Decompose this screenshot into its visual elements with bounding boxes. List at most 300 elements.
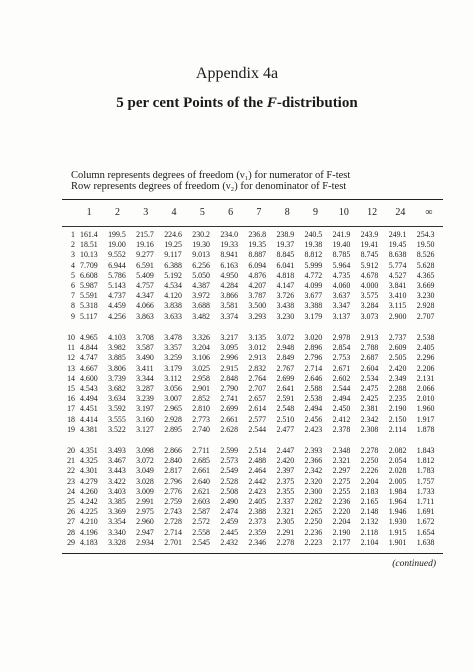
table-cell: 1.757 [416, 476, 435, 486]
table-cell: 2.603 [192, 497, 211, 507]
table-cell: 2.764 [248, 373, 267, 383]
table-cell: 2.447 [276, 446, 295, 455]
table-cell: 1.711 [416, 497, 435, 507]
table-cell: 2.150 [388, 414, 407, 424]
continued-label: (continued) [392, 559, 436, 569]
column-header: ∞ [425, 206, 433, 218]
table-cell: 4.747 [80, 353, 98, 363]
table-cell: 4.207 [248, 281, 267, 291]
table-row [62, 477, 443, 487]
table-cell: 4.060 [332, 281, 351, 291]
table-cell: 2.342 [360, 414, 379, 424]
row-label: 22 [67, 466, 75, 476]
table-cell: 2.588 [304, 384, 323, 394]
table-cell: 2.707 [416, 311, 435, 321]
table-cell: 2.548 [276, 404, 295, 414]
table-cell: 19.35 [248, 240, 267, 250]
table-cell: 2.494 [332, 394, 351, 404]
table-cell: 3.284 [360, 301, 379, 311]
table-cell: 243.9 [360, 230, 379, 239]
table-cell: 3.049 [136, 466, 154, 476]
table-cell: 249.1 [388, 230, 407, 239]
table-cell: 4.527 [388, 270, 407, 280]
table-cell: 3.863 [136, 311, 154, 321]
table-cell: 1.930 [388, 517, 407, 527]
table-row [62, 343, 443, 353]
table-cell: 1.654 [416, 527, 435, 537]
table-cell: 3.838 [164, 301, 182, 311]
table-cell: 3.669 [416, 281, 435, 291]
table-cell: 2.131 [416, 373, 435, 383]
table-cell: 3.388 [304, 301, 323, 311]
table-cell: 2.393 [304, 446, 323, 455]
table-cell: 2.381 [360, 404, 379, 414]
table-cell: 2.913 [360, 333, 379, 342]
table-cell: 2.978 [332, 333, 351, 342]
table-cell: 2.840 [164, 456, 182, 466]
table-cell: 2.412 [332, 414, 351, 424]
table-row [62, 528, 443, 538]
table-cell: 4.347 [136, 291, 154, 301]
table-cell: 2.010 [416, 394, 435, 404]
row-label: 14 [67, 373, 75, 383]
row-label: 17 [67, 404, 75, 414]
table-cell: 5.192 [164, 270, 182, 280]
table-cell: 5.774 [388, 260, 407, 270]
table-cell: 2.743 [164, 507, 182, 517]
table-cell: 3.467 [108, 456, 126, 466]
table-cell: 3.443 [108, 466, 126, 476]
table-cell: 2.190 [332, 527, 351, 537]
table-cell: 2.699 [276, 373, 295, 383]
table-cell: 3.555 [108, 414, 126, 424]
table-cell: 2.220 [332, 507, 351, 517]
table-cell: 3.633 [164, 311, 182, 321]
table-cell: 2.420 [388, 363, 407, 373]
table-cell: 3.259 [164, 353, 182, 363]
table-cell: 9.117 [164, 250, 182, 260]
table-cell: 2.494 [304, 404, 323, 414]
table-cell: 3.179 [304, 311, 323, 321]
table-cell: 4.757 [136, 281, 154, 291]
row-label: 10 [67, 333, 75, 342]
table-cell: 2.148 [360, 507, 379, 517]
table-cell: 4.876 [248, 270, 267, 280]
table-cell: 1.783 [416, 466, 435, 476]
table-cell: 3.179 [164, 363, 182, 373]
column-note: Column represents degrees of freedom (ν₁) for numerator of F-test [71, 170, 351, 181]
table-cell: 8.526 [416, 250, 435, 260]
table-top-rule [62, 199, 443, 200]
table-cell: 2.646 [304, 373, 323, 383]
table-cell: 4.066 [136, 301, 154, 311]
table-cell: 6.094 [248, 260, 267, 270]
table-cell: 4.381 [80, 424, 98, 434]
table-cell: 2.321 [276, 507, 295, 517]
table-row [62, 312, 443, 322]
column-header: 3 [143, 206, 149, 218]
row-label: 21 [67, 456, 75, 466]
table-row [62, 425, 443, 435]
table-cell: 3.410 [388, 291, 407, 301]
table-cell: 6.256 [192, 260, 211, 270]
table-cell: 215.7 [136, 230, 154, 239]
table-cell: 4.183 [80, 537, 98, 547]
table-cell: 3.230 [416, 291, 435, 301]
table-cell: 2.577 [248, 414, 267, 424]
table-row [62, 301, 443, 311]
table-cell: 3.340 [108, 527, 126, 537]
table-cell: 2.767 [276, 363, 295, 373]
table-cell: 2.204 [360, 476, 379, 486]
table-cell: 4.351 [80, 446, 98, 455]
table-cell: 2.657 [248, 394, 267, 404]
table-cell: 3.204 [192, 343, 211, 353]
table-cell: 2.226 [360, 466, 379, 476]
table-cell: 3.072 [136, 456, 154, 466]
table-cell: 2.661 [220, 414, 239, 424]
table-cell: 2.405 [416, 343, 435, 353]
table-cell: 2.488 [248, 456, 267, 466]
table-cell: 2.236 [304, 527, 323, 537]
table-cell: 3.374 [220, 311, 239, 321]
table-cell: 3.326 [192, 333, 211, 342]
table-cell: 2.190 [388, 404, 407, 414]
table-cell: 2.275 [332, 476, 351, 486]
table-cell: 2.958 [192, 373, 211, 383]
table-cell: 2.291 [276, 527, 295, 537]
table-cell: 2.699 [220, 404, 239, 414]
table-cell: 3.056 [164, 384, 182, 394]
table-row [62, 384, 443, 394]
table-cell: 2.640 [192, 476, 211, 486]
table-cell: 3.972 [192, 291, 211, 301]
table-cell: 2.348 [332, 446, 351, 455]
table-row [62, 291, 443, 301]
table-cell: 2.852 [192, 394, 211, 404]
table-cell: 2.741 [220, 394, 239, 404]
table-cell: 4.196 [80, 527, 98, 537]
row-label: 28 [67, 527, 75, 537]
table-cell: 1.901 [388, 537, 407, 547]
table-row [62, 250, 443, 260]
table-cell: 5.987 [80, 281, 98, 291]
table-cell: 2.405 [248, 497, 267, 507]
column-header: 7 [256, 206, 262, 218]
table-cell: 3.112 [164, 373, 182, 383]
table-cell: 4.325 [80, 456, 98, 466]
table-cell: 2.602 [332, 373, 351, 383]
table-cell: 2.165 [360, 497, 379, 507]
table-cell: 3.634 [108, 394, 126, 404]
table-cell: 2.297 [332, 466, 351, 476]
table-cell: 2.737 [388, 333, 407, 342]
table-cell: 4.099 [304, 281, 323, 291]
table-cell: 4.818 [276, 270, 295, 280]
row-label: 20 [67, 446, 75, 455]
table-cell: 19.30 [192, 240, 211, 250]
table-cell: 2.255 [332, 486, 351, 496]
table-cell: 241.9 [332, 230, 351, 239]
table-cell: 2.849 [276, 353, 295, 363]
table-cell: 3.287 [136, 384, 154, 394]
table-cell: 2.278 [276, 537, 295, 547]
table-cell: 4.387 [192, 281, 211, 291]
table-cell: 2.349 [388, 373, 407, 383]
table-cell: 1.946 [388, 507, 407, 517]
table-cell: 1.691 [416, 507, 435, 517]
table-cell: 3.522 [108, 424, 126, 434]
table-cell: 2.320 [304, 476, 323, 486]
table-row [62, 446, 443, 456]
table-cell: 2.456 [304, 414, 323, 424]
table-cell: 2.514 [248, 446, 267, 455]
row-label: 6 [71, 281, 75, 291]
subtitle-variable: F [266, 95, 277, 111]
table-cell: 3.354 [108, 517, 126, 527]
table-cell: 1.878 [416, 424, 435, 434]
row-label: 5 [71, 270, 75, 280]
table-row [62, 456, 443, 466]
table-cell: 2.796 [164, 476, 182, 486]
table-cell: 3.160 [136, 414, 154, 424]
table-cell: 254.3 [416, 230, 435, 239]
table-cell: 4.120 [164, 291, 182, 301]
table-cell: 3.581 [220, 301, 239, 311]
table-cell: 2.996 [220, 353, 239, 363]
table-cell: 6.388 [164, 260, 182, 270]
table-cell: 4.301 [80, 466, 98, 476]
table-cell: 4.534 [164, 281, 182, 291]
table-cell: 19.38 [304, 240, 323, 250]
table-row [62, 281, 443, 291]
table-cell: 3.708 [136, 333, 154, 342]
table-cell: 2.604 [360, 363, 379, 373]
table-cell: 3.885 [108, 353, 126, 363]
table-cell: 2.991 [136, 497, 154, 507]
row-label: 3 [71, 250, 75, 260]
table-row [62, 497, 443, 507]
table-cell: 3.592 [108, 404, 126, 414]
table-cell: 2.300 [304, 486, 323, 496]
table-cell: 2.609 [388, 343, 407, 353]
table-cell: 4.965 [80, 333, 98, 342]
table-cell: 3.098 [136, 446, 154, 455]
table-cell: 1.984 [388, 486, 407, 496]
table-cell: 4.000 [360, 281, 379, 291]
table-row [62, 517, 443, 527]
table-cell: 1.843 [416, 446, 435, 455]
table-cell: 2.397 [276, 466, 295, 476]
table-cell: 3.403 [108, 486, 126, 496]
table-cell: 4.225 [80, 507, 98, 517]
table-cell: 1.672 [416, 517, 435, 527]
table-cell: 199.5 [108, 230, 126, 239]
table-block-1 [62, 230, 443, 322]
table-cell: 5.628 [416, 260, 435, 270]
table-cell: 6.041 [276, 260, 295, 270]
table-block-3 [62, 446, 443, 548]
table-cell: 3.025 [192, 363, 211, 373]
table-cell: 5.591 [80, 291, 98, 301]
table-cell: 2.054 [388, 456, 407, 466]
table-row [62, 415, 443, 425]
table-cell: 3.028 [136, 476, 154, 486]
table-cell: 2.948 [276, 343, 295, 353]
table-cell: 2.759 [164, 497, 182, 507]
table-cell: 2.591 [276, 394, 295, 404]
table-cell: 4.735 [332, 270, 351, 280]
table-cell: 2.687 [360, 353, 379, 363]
table-cell: 2.183 [360, 486, 379, 496]
table-cell: 2.442 [248, 476, 267, 486]
row-label: 2 [71, 240, 75, 250]
table-cell: 2.701 [164, 537, 182, 547]
table-cell: 2.960 [136, 517, 154, 527]
table-cell: 2.965 [164, 404, 182, 414]
table-cell: 3.726 [276, 291, 295, 301]
row-label: 16 [67, 394, 75, 404]
table-cell: 4.451 [80, 404, 98, 414]
table-cell: 19.25 [164, 240, 182, 250]
table-cell: 4.279 [80, 476, 98, 486]
table-cell: 4.844 [80, 343, 98, 353]
table-cell: 240.5 [304, 230, 323, 239]
table-cell: 2.776 [164, 486, 182, 496]
table-cell: 3.637 [332, 291, 351, 301]
table-cell: 3.688 [192, 301, 211, 311]
table-cell: 4.667 [80, 363, 98, 373]
row-label: 24 [67, 486, 75, 496]
table-row [62, 507, 443, 517]
table-cell: 2.288 [388, 384, 407, 394]
table-cell: 5.409 [136, 270, 154, 280]
table-cell: 2.296 [416, 353, 435, 363]
table-bottom-rule [62, 553, 443, 554]
table-cell: 2.388 [248, 507, 267, 517]
table-cell: 2.685 [192, 456, 211, 466]
table-cell: 3.197 [136, 404, 154, 414]
table-cell: 2.528 [220, 476, 239, 486]
table-cell: 2.788 [360, 343, 379, 353]
table-cell: 2.895 [164, 424, 182, 434]
table-cell: 2.474 [220, 507, 239, 517]
table-cell: 2.714 [304, 363, 323, 373]
table-cell: 2.235 [388, 394, 407, 404]
row-label: 18 [67, 414, 75, 424]
table-cell: 1.964 [388, 497, 407, 507]
table-cell: 2.425 [360, 394, 379, 404]
table-row [62, 374, 443, 384]
table-cell: 3.127 [136, 424, 154, 434]
table-cell: 3.787 [248, 291, 267, 301]
table-cell: 2.832 [248, 363, 267, 373]
table-cell: 2.572 [192, 517, 211, 527]
table-cell: 4.210 [80, 517, 98, 527]
table-cell: 1.915 [388, 527, 407, 537]
table-cell: 2.587 [192, 507, 211, 517]
row-note: Row represents degrees of freedom (ν₂) for denominator of F-test [71, 181, 347, 192]
table-cell: 5.318 [80, 301, 98, 311]
table-cell: 4.459 [108, 301, 126, 311]
table-cell: 2.810 [192, 404, 211, 414]
table-cell: 2.901 [192, 384, 211, 394]
table-row [62, 538, 443, 548]
table-cell: 2.796 [304, 353, 323, 363]
table-cell: 2.753 [332, 353, 351, 363]
row-label: 8 [71, 301, 75, 311]
header-rule [62, 226, 443, 227]
table-cell: 9.552 [108, 250, 126, 260]
table-cell: 4.260 [80, 486, 98, 496]
table-cell: 161.4 [80, 230, 98, 239]
table-cell: 5.050 [192, 270, 211, 280]
table-cell: 2.599 [220, 446, 239, 455]
table-cell: 2.464 [248, 466, 267, 476]
table-row [62, 404, 443, 414]
table-cell: 19.33 [220, 240, 239, 250]
row-label: 9 [71, 311, 75, 321]
table-cell: 3.217 [220, 333, 239, 342]
table-cell: 2.282 [304, 497, 323, 507]
table-cell: 2.066 [416, 384, 435, 394]
table-cell: 2.714 [164, 527, 182, 537]
table-cell: 2.346 [248, 537, 267, 547]
table-cell: 2.204 [332, 517, 351, 527]
table-cell: 2.423 [304, 424, 323, 434]
table-cell: 2.740 [192, 424, 211, 434]
table-cell: 2.641 [276, 384, 295, 394]
table-cell: 3.490 [136, 353, 154, 363]
table-cell: 8.941 [220, 250, 239, 260]
subtitle-prefix: 5 per cent Points of the [116, 95, 267, 111]
table-cell: 10.13 [80, 250, 98, 260]
row-label: 11 [67, 343, 75, 353]
table-cell: 230.2 [192, 230, 211, 239]
table-cell: 2.628 [220, 424, 239, 434]
table-cell: 2.373 [248, 517, 267, 527]
table-cell: 5.912 [360, 260, 379, 270]
table-cell: 2.321 [332, 456, 351, 466]
table-cell: 2.477 [276, 424, 295, 434]
table-cell: 3.841 [388, 281, 407, 291]
table-cell: 2.375 [276, 476, 295, 486]
table-cell: 3.575 [360, 291, 379, 301]
table-cell: 5.786 [108, 270, 126, 280]
table-cell: 5.117 [80, 311, 98, 321]
table-cell: 234.0 [220, 230, 239, 239]
row-label: 13 [67, 363, 75, 373]
table-cell: 8.845 [276, 250, 295, 260]
table-cell: 2.177 [332, 537, 351, 547]
table-cell: 2.817 [164, 466, 182, 476]
table-cell: 3.587 [136, 343, 154, 353]
table-cell: 6.163 [220, 260, 239, 270]
table-row [62, 240, 443, 250]
table-cell: 2.005 [388, 476, 407, 486]
table-cell: 3.328 [108, 537, 126, 547]
column-header: 24 [395, 206, 406, 218]
table-cell: 3.411 [136, 363, 154, 373]
table-cell: 6.608 [80, 270, 98, 280]
table-cell: 2.250 [304, 517, 323, 527]
table-cell: 2.621 [192, 486, 211, 496]
row-label: 1 [71, 230, 75, 239]
table-cell: 2.661 [192, 466, 211, 476]
table-cell: 5.143 [108, 281, 126, 291]
table-cell: 2.773 [192, 414, 211, 424]
column-header: 2 [114, 206, 120, 218]
